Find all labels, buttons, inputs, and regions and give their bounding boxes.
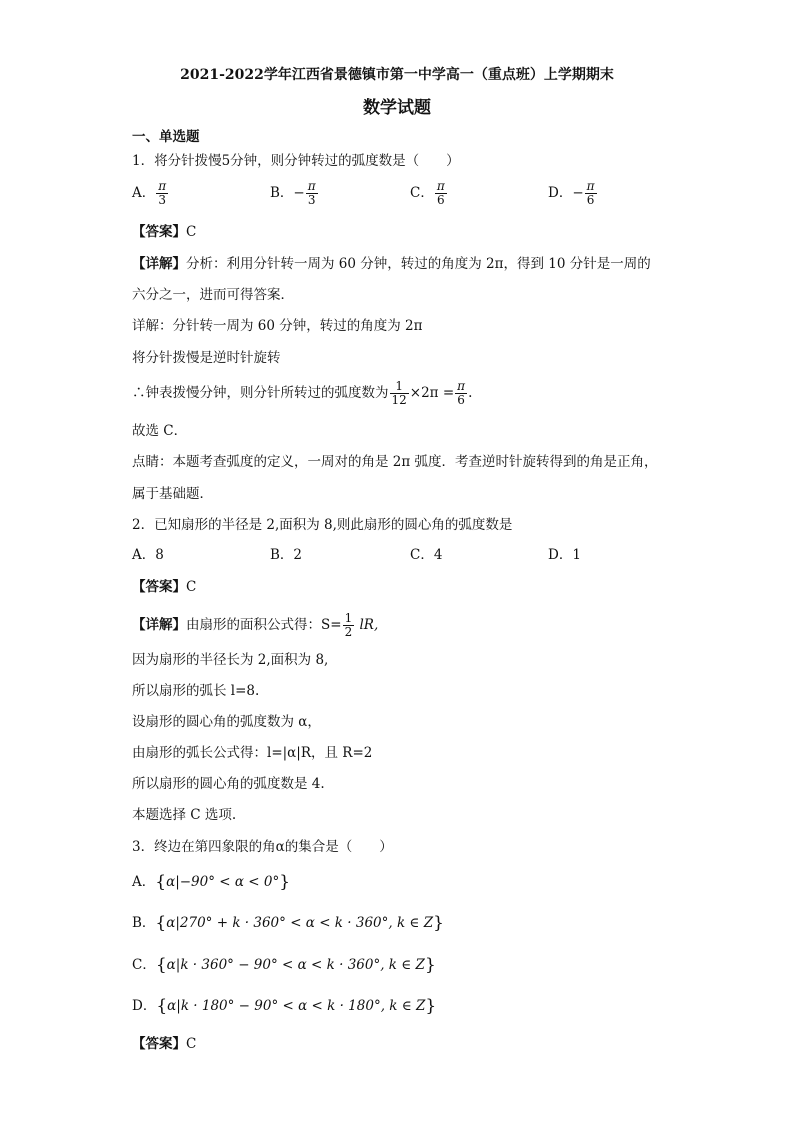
detail-text: ∴钟表拨慢分钟，则分针所转过的弧度数为 — [132, 385, 389, 401]
right-brace-icon: } — [424, 955, 436, 975]
section-heading: 一、单选题 — [132, 129, 200, 145]
q1-option-c — [410, 180, 448, 207]
fraction-numerator: π — [158, 179, 167, 193]
fraction-denominator: 6 — [457, 393, 465, 407]
q2-option-c: C．4 — [410, 547, 443, 563]
q1-answer — [132, 223, 196, 241]
option-sign: − — [293, 185, 305, 201]
option-label: B． — [270, 185, 294, 201]
option-label: B． — [132, 915, 156, 931]
q2-detail-line-4: 设扇形的圆心角的弧度数为 α， — [132, 714, 321, 730]
option-sign: − — [572, 185, 584, 201]
q1-detail-line-4: 将分针拨慢是逆时针旋转 — [132, 350, 281, 366]
q2-answer — [132, 578, 196, 596]
option-label: D． — [548, 185, 573, 201]
fraction-denominator: 2 — [344, 625, 353, 639]
detail-text-mid: ×2π = — [409, 385, 455, 401]
q3-option-a — [132, 873, 290, 891]
fraction-numerator: π — [586, 179, 595, 193]
q2-detail-line-5: 由扇形的弧长公式得：l=|α|R，且 R=2 — [132, 745, 373, 761]
answer-value: C — [186, 579, 197, 595]
option-fraction — [435, 180, 447, 207]
detail-text: 分析：利用分针转一周为 60 分钟，转过的角度为 2π，得到 10 分针是一周的 — [186, 256, 651, 272]
q3-answer — [132, 1035, 196, 1053]
q2-stem: 2．已知扇形的半径是 2,面积为 8,则此扇形的圆心角的弧度数是 — [132, 517, 513, 533]
detail-text-post: lR, — [355, 617, 379, 633]
q1-detail-line-6: 故选 C． — [132, 423, 188, 439]
answer-tag: 【答案】 — [132, 579, 186, 595]
option-set: α|k · 360° − 90° < α < k · 360°, k ∈ Z — [166, 957, 425, 973]
q1-detail-line-8: 属于基础题． — [132, 486, 213, 502]
fraction-pi-6 — [455, 380, 467, 407]
fraction-numerator: π — [457, 379, 466, 393]
left-brace-icon: { — [156, 996, 168, 1016]
q1-detail-line-7: 点睛：本题考查弧度的定义，一周对的角是 2π 弧度．考查逆时针旋转得到的角是正角， — [132, 454, 658, 470]
fraction-denominator: 3 — [307, 193, 316, 207]
option-set: α|270° + k · 360° < α < k · 360°, k ∈ Z — [166, 915, 434, 931]
option-set: α|−90° < α < 0° — [166, 874, 280, 890]
fraction-numerator: π — [436, 179, 445, 193]
fraction-numerator: π — [307, 179, 316, 193]
fraction-denominator: 6 — [586, 193, 595, 207]
fraction-1-12 — [390, 380, 409, 407]
option-label: D． — [132, 998, 157, 1014]
option-set: α|k · 180° − 90° < α < k · 180°, k ∈ Z — [167, 998, 426, 1014]
q3-stem: 3．终边在第四象限的角α的集合是（ ） — [132, 839, 393, 855]
q3-option-c — [132, 956, 436, 974]
left-brace-icon: { — [155, 913, 167, 933]
option-label: C． — [132, 957, 156, 973]
left-brace-icon: { — [155, 872, 167, 892]
right-brace-icon: } — [433, 913, 444, 933]
fraction-denominator: 6 — [436, 193, 445, 207]
right-brace-icon: } — [279, 872, 291, 892]
detail-text-post: . — [468, 385, 473, 401]
right-brace-icon: } — [425, 996, 437, 1016]
q1-option-a — [132, 180, 169, 207]
q2-detail-line-1 — [132, 612, 378, 639]
answer-value: C — [186, 224, 197, 240]
q3-option-d — [132, 997, 436, 1015]
q3-option-b — [132, 914, 444, 932]
q1-detail-line-2: 六分之一，进而可得答案． — [132, 287, 294, 303]
q2-option-a: A．8 — [132, 547, 164, 563]
page-title: 2021-2022学年江西省景德镇市第一中学高一（重点班）上学期期末 — [180, 67, 614, 83]
option-label: C． — [410, 185, 434, 201]
q2-detail-line-2: 因为扇形的半径长为 2,面积为 8, — [132, 652, 329, 668]
answer-tag: 【答案】 — [132, 224, 186, 240]
answer-tag: 【答案】 — [132, 1036, 186, 1052]
left-brace-icon: { — [155, 955, 167, 975]
answer-value: C — [186, 1036, 197, 1052]
detail-text: 由扇形的面积公式得：S= — [186, 617, 342, 633]
q2-detail-line-6: 所以扇形的圆心角的弧度数是 4. — [132, 776, 325, 792]
q1-detail-line-5 — [132, 380, 472, 407]
fraction-numerator: 1 — [390, 380, 409, 394]
fraction-1-2 — [343, 612, 355, 639]
option-label: A． — [132, 185, 156, 201]
q1-option-d — [548, 180, 598, 207]
option-label: A． — [132, 874, 156, 890]
detail-tag: 【详解】 — [132, 256, 186, 272]
q1-option-b — [270, 180, 319, 207]
detail-tag: 【详解】 — [132, 617, 186, 633]
option-fraction — [585, 180, 597, 207]
page-subtitle: 数学试题 — [363, 98, 431, 118]
fraction-numerator: 1 — [344, 611, 353, 625]
q2-option-b: B．2 — [270, 547, 303, 563]
q2-option-d: D．1 — [548, 547, 581, 563]
q1-stem: 1．将分针拨慢5分钟，则分钟转过的弧度数是（ ） — [132, 153, 460, 169]
option-fraction — [306, 180, 318, 207]
option-fraction — [156, 180, 168, 207]
q2-detail-line-3: 所以扇形的弧长 l=8. — [132, 683, 260, 699]
q2-detail-line-7: 本题选择 C 选项. — [132, 807, 237, 823]
q1-detail-line-1 — [132, 255, 651, 273]
fraction-denominator: 12 — [391, 393, 407, 407]
q1-detail-line-3: 详解：分针转一周为 60 分钟，转过的角度为 2π — [132, 318, 423, 334]
fraction-denominator: 3 — [158, 193, 167, 207]
